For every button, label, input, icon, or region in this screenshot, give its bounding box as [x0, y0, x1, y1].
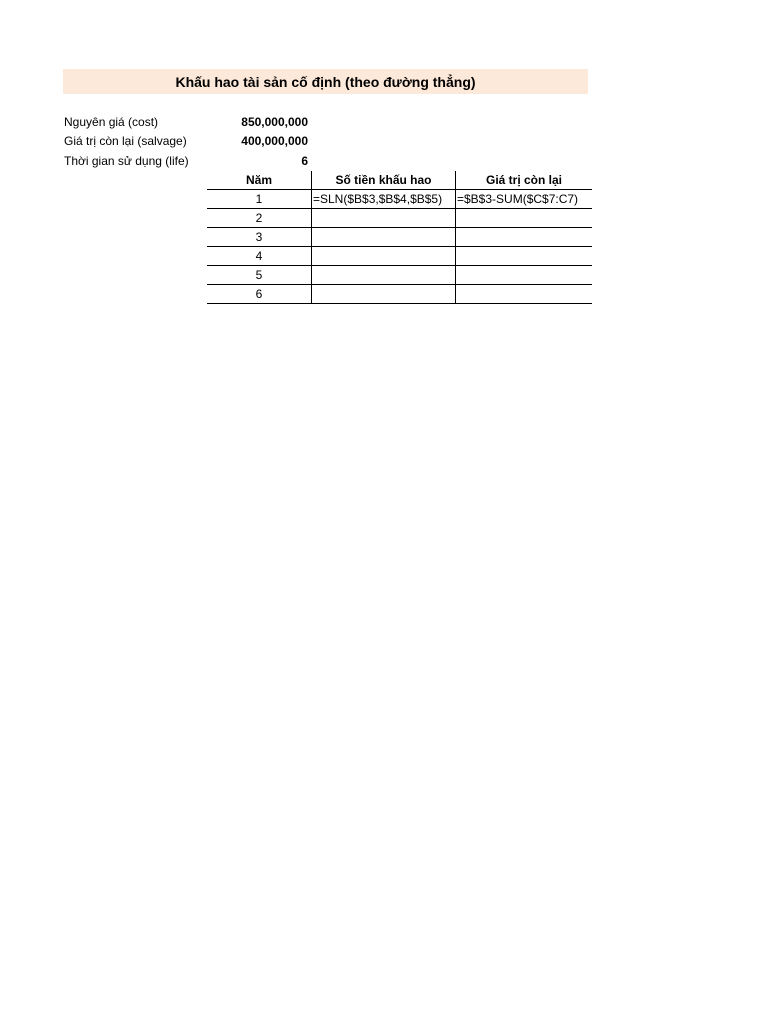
- table-row: [207, 228, 592, 247]
- header-remaining: Giá trị còn lại: [456, 171, 593, 190]
- cell-year[interactable]: 1: [207, 190, 312, 209]
- cell-year[interactable]: 2: [207, 209, 312, 228]
- cell-year[interactable]: 6: [207, 285, 312, 304]
- cell-remaining[interactable]: [456, 266, 593, 285]
- cell-depreciation[interactable]: [312, 266, 456, 285]
- table-row: [207, 190, 592, 209]
- param-label-cost: Nguyên giá (cost): [64, 115, 159, 129]
- cell-remaining[interactable]: [456, 285, 593, 304]
- cell-year[interactable]: 5: [207, 266, 312, 285]
- param-label-salvage: Giá trị còn lại (salvage): [64, 134, 187, 148]
- cell-depreciation[interactable]: [312, 228, 456, 247]
- table-header-row: [207, 171, 592, 190]
- sheet-title: [63, 69, 588, 94]
- param-label-life: Thời gian sử dụng (life): [64, 154, 189, 168]
- cell-depreciation[interactable]: [312, 285, 456, 304]
- table-row: [207, 247, 592, 266]
- param-value-salvage[interactable]: 400,000,000: [241, 134, 308, 148]
- cell-depreciation[interactable]: [312, 209, 456, 228]
- table-row: [207, 285, 592, 304]
- cell-year[interactable]: 3: [207, 228, 312, 247]
- cell-year[interactable]: 4: [207, 247, 312, 266]
- table-row: [207, 266, 592, 285]
- cell-remaining[interactable]: [456, 247, 593, 266]
- param-value-life[interactable]: 6: [301, 154, 308, 168]
- sheet-title-text: Khấu hao tài sản cố định (theo đường thẳng): [175, 73, 476, 90]
- cell-remaining[interactable]: [456, 228, 593, 247]
- cell-depreciation[interactable]: =SLN($B$3,$B$4,$B$5): [312, 190, 456, 209]
- param-value-cost[interactable]: 850,000,000: [241, 115, 308, 129]
- cell-remaining[interactable]: [456, 209, 593, 228]
- table-row: [207, 209, 592, 228]
- cell-depreciation[interactable]: [312, 247, 456, 266]
- header-depreciation: Số tiền khấu hao: [312, 171, 456, 190]
- header-year: Năm: [207, 171, 312, 190]
- depreciation-table: [207, 171, 592, 304]
- cell-remaining[interactable]: =$B$3-SUM($C$7:C7): [456, 190, 593, 209]
